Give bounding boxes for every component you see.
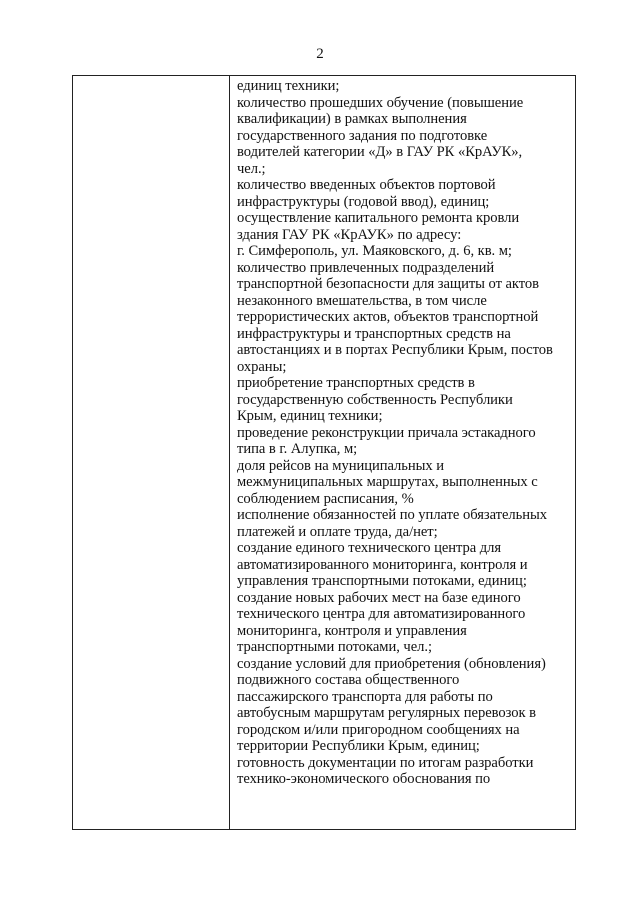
text-line: здания ГАУ РК «КрАУК» по адресу: xyxy=(237,226,462,243)
text-line: приобретение транспортных средств в xyxy=(237,375,475,391)
text-line: квалификации) в рамках выполнения xyxy=(237,111,467,127)
text-line: автоматизированного мониторинга, контроля и xyxy=(237,556,528,573)
text-line: создание новых рабочих мест на базе единого xyxy=(237,589,521,606)
text-line: автобусным маршрутам регулярных перевозок в xyxy=(237,705,536,721)
text-line: готовность документации по итогам разработки xyxy=(237,754,534,771)
text-line: осуществление капитального ремонта кровли xyxy=(237,210,520,226)
text-line: соблюдением расписания, % xyxy=(237,490,414,507)
table-right-cell xyxy=(237,78,575,828)
text-line: транспортными потоками, чел.; xyxy=(237,639,432,655)
text-line: транспортной безопасности для защиты от актов xyxy=(237,276,540,292)
text-line: автостанциях и в портах Республики Крым, постов xyxy=(237,342,553,358)
text-line: исполнение обязанностей по уплате обязательных xyxy=(237,507,547,523)
text-line: проведение реконструкции причала эстакадного xyxy=(237,424,536,441)
text-line: межмуниципальных маршрутах, выполненных с xyxy=(237,474,538,490)
text-line: количество прошедших обучение (повышение xyxy=(237,94,524,111)
text-line: технического центра для автоматизированного xyxy=(237,606,526,622)
text-line: государственного задания по подготовке xyxy=(237,127,488,144)
text-line: доля рейсов на муниципальных и xyxy=(237,457,445,474)
text-line: управления транспортными потоками, единиц; xyxy=(237,573,527,589)
text-line: незаконного вмешательства, в том числе xyxy=(237,292,487,309)
text-line: городском и/или пригородном сообщениях на xyxy=(237,721,520,738)
text-line: террористических актов, объектов транспортной xyxy=(237,309,539,325)
document-table xyxy=(72,75,576,830)
text-line: охраны; xyxy=(237,358,287,375)
text-line: территории Республики Крым, единиц; xyxy=(237,738,480,754)
text-line: типа в г. Алупка, м; xyxy=(237,441,358,457)
text-line: количество привлеченных подразделений xyxy=(237,259,495,276)
text-line: количество введенных объектов портовой xyxy=(237,177,496,193)
text-line: государственную собственность Республики xyxy=(237,391,513,408)
text-line: мониторинга, контроля и управления xyxy=(237,622,467,639)
text-line: создание условий для приобретения (обновления) xyxy=(237,655,546,672)
text-line: единиц техники; xyxy=(237,78,340,94)
text-line: г. Симферополь, ул. Маяковского, д. 6, кв. м; xyxy=(237,243,512,259)
text-line: технико-экономического обоснования по xyxy=(237,771,491,787)
text-line: инфраструктуры и транспортных средств на xyxy=(237,325,511,342)
text-line: пассажирского транспорта для работы по xyxy=(237,688,493,705)
text-line: чел.; xyxy=(237,160,266,177)
text-line: подвижного состава общественного xyxy=(237,672,460,688)
text-line: платежей и оплате труда, да/нет; xyxy=(237,523,438,540)
text-line: Крым, единиц техники; xyxy=(237,408,383,424)
text-line: инфраструктуры (годовой ввод), единиц; xyxy=(237,193,490,210)
text-line: водителей категории «Д» в ГАУ РК «КрАУК», xyxy=(237,144,523,160)
table-left-cell xyxy=(73,76,230,829)
page-number: 2 xyxy=(316,46,324,62)
text-line: создание единого технического центра для xyxy=(237,540,502,556)
